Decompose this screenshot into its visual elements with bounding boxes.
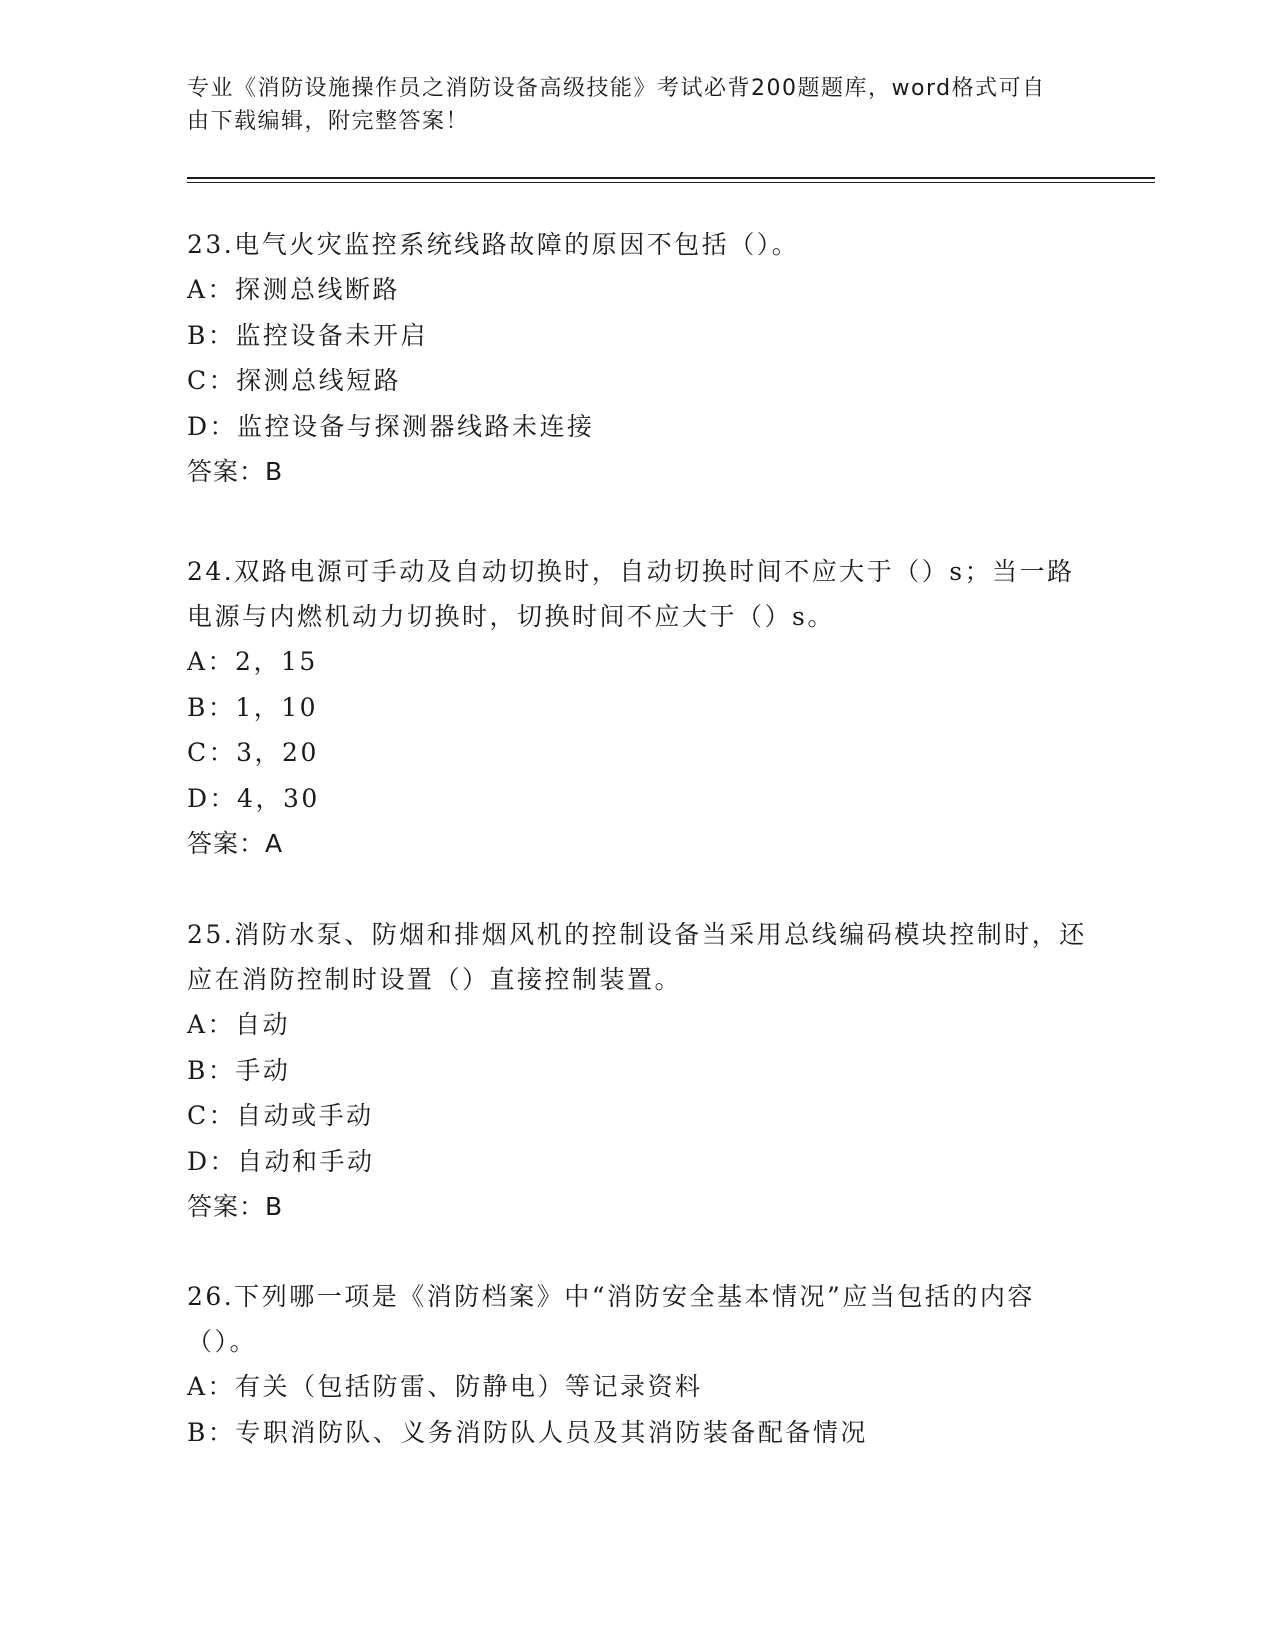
answer-label: 答案：A (187, 829, 284, 858)
option-a: A：2，15 (187, 647, 318, 676)
header-divider-thick (187, 177, 1155, 179)
question-stem: 26.下列哪一项是《消防档案》中“消防安全基本情况”应当包括的内容（）。 (187, 1282, 1035, 1356)
question-stem: 24.双路电源可手动及自动切换时，自动切换时间不应大于（）s；当一路电源与内燃机动力切换时，切换时间不应大于（）s。 (187, 557, 1075, 631)
question-26 (187, 1274, 1087, 1455)
document-header: 专业《消防设施操作员之消防设备高级技能》考试必背200题题库，word格式可自由下载编辑，附完整答案！ (187, 76, 1046, 134)
option-c: C：3，20 (187, 738, 319, 767)
answer-label: 答案：B (187, 457, 284, 486)
option-c: C：探测总线短路 (187, 366, 402, 395)
question-25 (187, 912, 1087, 1229)
option-b: B：1，10 (187, 692, 319, 722)
option-b: B：手动 (187, 1055, 291, 1085)
question-23 (187, 222, 1087, 494)
answer-label: 答案：B (187, 1192, 284, 1221)
option-c: C：自动或手动 (187, 1101, 374, 1130)
option-d: D：4，30 (187, 783, 320, 813)
option-d: D：监控设备与探测器线路未连接 (187, 411, 595, 441)
question-stem: 23.电气火灾监控系统线路故障的原因不包括（）。 (187, 230, 800, 259)
option-d: D：自动和手动 (187, 1146, 375, 1176)
option-b: B：专职消防队、义务消防队人员及其消防装备配备情况 (187, 1417, 868, 1447)
option-a: A：有关（包括防雷、防静电）等记录资料 (187, 1372, 703, 1401)
option-a: A：自动 (187, 1010, 291, 1039)
option-b: B：监控设备未开启 (187, 320, 428, 350)
option-a: A：探测总线断路 (187, 275, 401, 304)
question-stem: 25.消防水泵、防烟和排烟风机的控制设备当采用总线编码模块控制时，还应在消防控制时设置（）直接控制装置。 (187, 920, 1087, 994)
question-24 (187, 549, 1087, 866)
header-divider-thin (187, 182, 1155, 183)
